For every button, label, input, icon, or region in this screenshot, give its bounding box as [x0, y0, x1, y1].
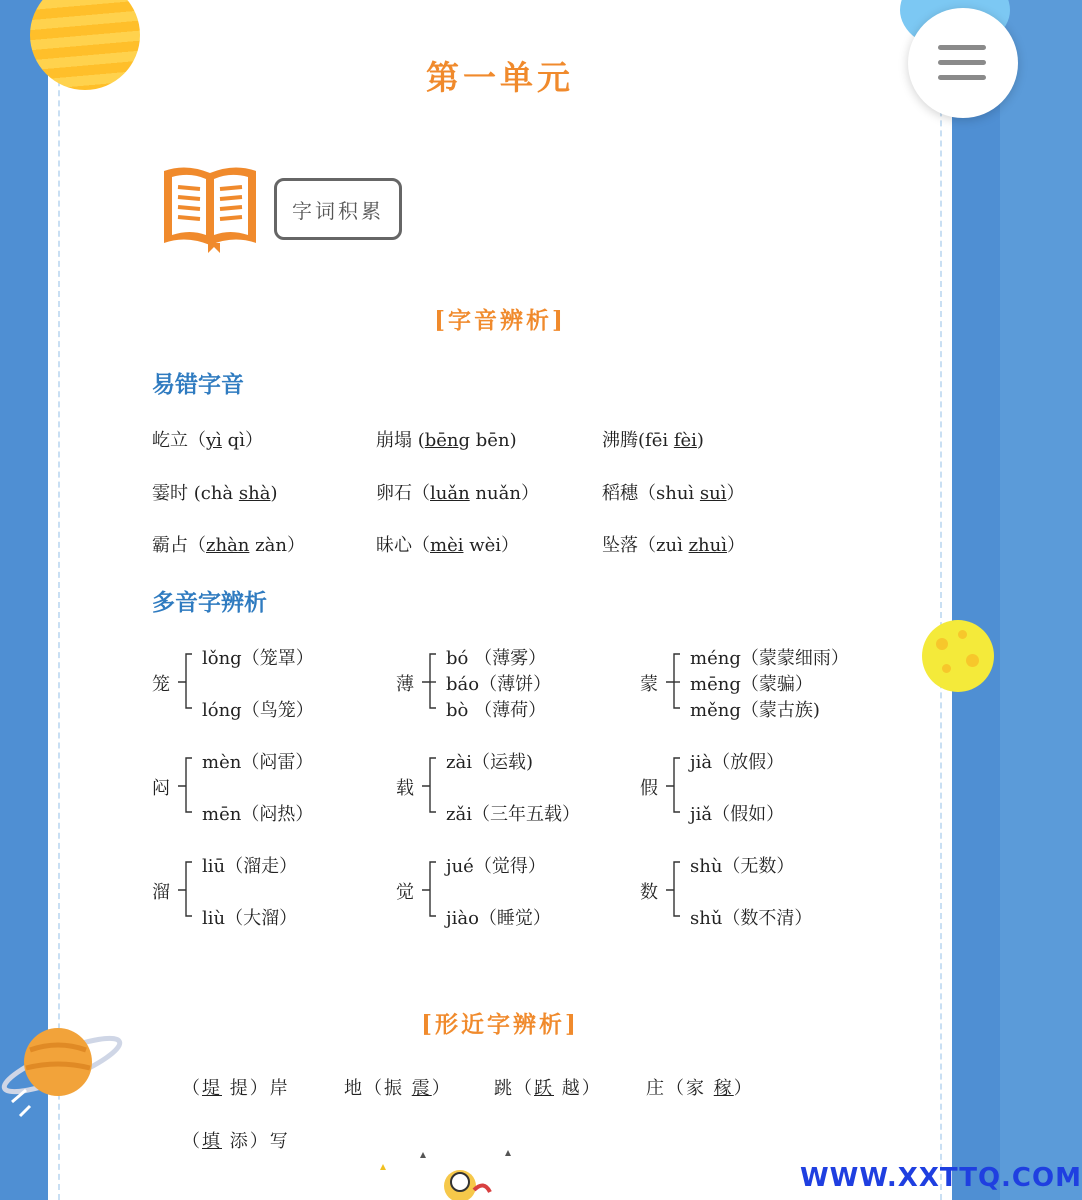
polyphonic-reading: liū（溜走）: [202, 856, 298, 877]
polyphonic-reading: zài（运载): [446, 752, 533, 773]
subheading-easy-errors: 易错字音: [152, 372, 244, 398]
similar-char-item: （填 添）写: [182, 1131, 290, 1152]
polyphonic-reading: mēn（闷热）: [202, 804, 314, 825]
easy-pronunciation-item: 崩塌 (bēng bēn): [376, 430, 517, 451]
brace-icon: [662, 756, 682, 816]
site-watermark: WWW.XXTTQ.COM: [800, 1163, 1082, 1193]
easy-pronunciation-item: 霎时 (chà shà): [152, 483, 278, 504]
brace-icon: [418, 652, 438, 712]
brace-icon: [418, 860, 438, 920]
similar-char-item: 庄（家 稼）: [646, 1078, 754, 1099]
similar-char-item: 跳（跃 越）: [494, 1078, 602, 1099]
polyphonic-reading: bó （薄雾）: [446, 648, 547, 669]
brace-icon: [174, 860, 194, 920]
section-heading-similar-chars: [形近字辨析]: [421, 1011, 579, 1038]
polyphonic-char: 薄: [396, 674, 414, 695]
brace-icon: [662, 652, 682, 712]
polyphonic-char: 蒙: [640, 674, 658, 695]
polyphonic-char: 假: [640, 778, 658, 799]
brace-icon: [174, 652, 194, 712]
polyphonic-reading: jiào（睡觉）: [446, 908, 551, 929]
easy-pronunciation-item: 坠落（zuì zhuì）: [602, 535, 746, 556]
menu-icon: [938, 45, 986, 50]
polyphonic-reading: jiǎ（假如）: [690, 804, 785, 825]
easy-pronunciation-item: 屹立（yì qì）: [152, 430, 263, 451]
brace-icon: [662, 860, 682, 920]
brace-icon: [418, 756, 438, 816]
brace-icon: [174, 756, 194, 816]
polyphonic-reading: zǎi（三年五载）: [446, 804, 580, 825]
polyphonic-reading: lǒng（笼罩）: [202, 648, 314, 669]
polyphonic-reading: jià（放假）: [690, 752, 785, 773]
polyphonic-char: 载: [396, 778, 414, 799]
easy-pronunciation-item: 昧心（mèi wèi）: [376, 535, 520, 556]
polyphonic-reading: mēng（蒙骗）: [690, 674, 813, 695]
polyphonic-reading: shù（无数）: [690, 856, 795, 877]
easy-pronunciation-item: 卵石（luǎn nuǎn）: [376, 483, 539, 504]
subheading-polyphonic: 多音字辨析: [152, 590, 267, 616]
section-heading-pronunciation: [字音辨析]: [434, 307, 566, 334]
polyphonic-reading: shǔ（数不清）: [690, 908, 813, 929]
polyphonic-char: 觉: [396, 882, 414, 903]
easy-pronunciation-item: 霸占（zhàn zàn）: [152, 535, 305, 556]
polyphonic-char: 闷: [152, 778, 170, 799]
page-title: 第一单元: [426, 58, 574, 97]
polyphonic-reading: jué（觉得）: [446, 856, 546, 877]
polyphonic-reading: bò （薄荷）: [446, 700, 547, 721]
polyphonic-char: 溜: [152, 882, 170, 903]
easy-pronunciation-item: 沸腾(fēi fèi): [602, 430, 704, 451]
book-icon: [160, 165, 260, 253]
polyphonic-reading: méng（蒙蒙细雨）: [690, 648, 849, 669]
polyphonic-reading: báo（薄饼）: [446, 674, 552, 695]
polyphonic-char: 数: [640, 882, 658, 903]
polyphonic-reading: lóng（鸟笼）: [202, 700, 314, 721]
polyphonic-reading: mèn（闷雷）: [202, 752, 314, 773]
similar-char-item: 地（振 震）: [344, 1078, 452, 1099]
moon-icon: [922, 620, 994, 692]
astronaut-decoration-icon: [380, 1150, 530, 1200]
similar-char-item: （堤 提）岸: [182, 1078, 290, 1099]
easy-pronunciation-item: 稻穗（shuì suì）: [602, 483, 745, 504]
vocab-tag: 字词积累: [274, 178, 402, 240]
polyphonic-char: 笼: [152, 674, 170, 695]
polyphonic-reading: měng（蒙古族): [690, 700, 820, 721]
polyphonic-reading: liù（大溜）: [202, 908, 298, 929]
